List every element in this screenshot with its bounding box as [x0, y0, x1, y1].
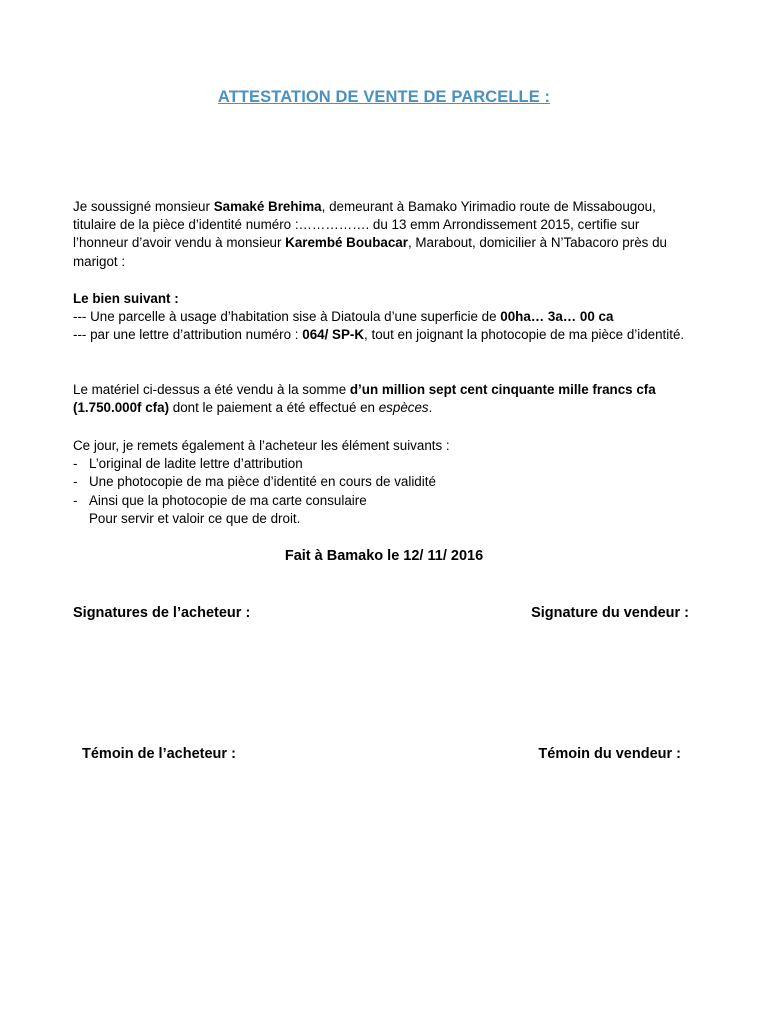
property-line-1: [73, 308, 698, 326]
payment-method: espèces: [378, 400, 429, 416]
intro-text-3: , Marabout, domicilier à N’Tabacoro près du marigot :: [73, 235, 667, 269]
price-amount: d’un million sept cent cinquante mille francs cfa (1.750.000f cfa): [73, 382, 656, 416]
attribution-number: 064/ SP-K: [302, 327, 365, 343]
list-item-text: Ainsi que la photocopie de ma carte consulaire: [89, 492, 367, 508]
property-heading: [73, 290, 698, 308]
seller-witness-label: Témoin du vendeur :: [538, 746, 681, 762]
items-intro: Ce jour, je remets également à l’acheteur les élément suivants :: [73, 438, 450, 453]
buyer-signature-label: Signatures de l’acheteur :: [73, 605, 251, 621]
price-text-3: .: [428, 400, 433, 416]
list-item: [73, 455, 698, 473]
price-text: [73, 381, 698, 417]
property-line-2-text: --- par une lettre d’attribution numéro :: [73, 327, 303, 343]
intro-text-1: Je soussigné monsieur: [73, 199, 214, 214]
place-date: Fait à Bamako le 12/ 11/ 2016: [284, 548, 484, 564]
seller-signature-label: Signature du vendeur :: [531, 605, 689, 621]
document-title: ATTESTATION DE VENTE DE PARCELLE :: [217, 88, 551, 106]
property-section: [73, 290, 698, 345]
list-item-text: Une photocopie de ma pièce d’identité en cours de validité: [89, 474, 436, 490]
seller-name: Samaké Brehima: [213, 199, 322, 214]
list-item-text: L’original de ladite lettre d’attribution: [89, 456, 303, 472]
property-line-2-rest: , tout en joignant la photocopie de ma pièce d’identité.: [364, 327, 685, 343]
price-text-2: dont le paiement a été effectué en: [169, 400, 379, 416]
intro-text-2: , demeurant à Bamako Yirimadio route de Missabougou, titulaire de la pièce d’identité numéro :……………. du 13 emm Arrondissement 2015, certifie sur l’honneur d’avoir vendu à monsieur: [73, 199, 656, 251]
property-line-1-text: --- Une parcelle à usage d’habitation sise à Diatoula d’une superficie de: [73, 309, 501, 325]
list-dash: -: [73, 492, 78, 508]
list-dash: -: [73, 474, 78, 490]
price-paragraph: [73, 381, 698, 417]
items-list: [73, 455, 698, 510]
closing-line: Pour servir et valoir ce que de droit.: [89, 510, 301, 526]
property-area: 00ha… 3a… 00 ca: [500, 309, 614, 325]
items-section: [73, 437, 698, 528]
intro-text: [73, 198, 698, 271]
list-item: [73, 473, 698, 491]
list-dash: -: [73, 456, 78, 472]
buyer-witness-label: Témoin de l’acheteur :: [82, 746, 236, 762]
buyer-name: Karembé Boubacar: [285, 235, 408, 251]
list-item: [73, 492, 698, 510]
property-line-2: [73, 326, 698, 344]
intro-paragraph: [73, 198, 698, 271]
property-heading-label: Le bien suivant :: [73, 291, 179, 306]
price-text-1: Le matériel ci-dessus a été vendu à la somme: [73, 382, 350, 397]
